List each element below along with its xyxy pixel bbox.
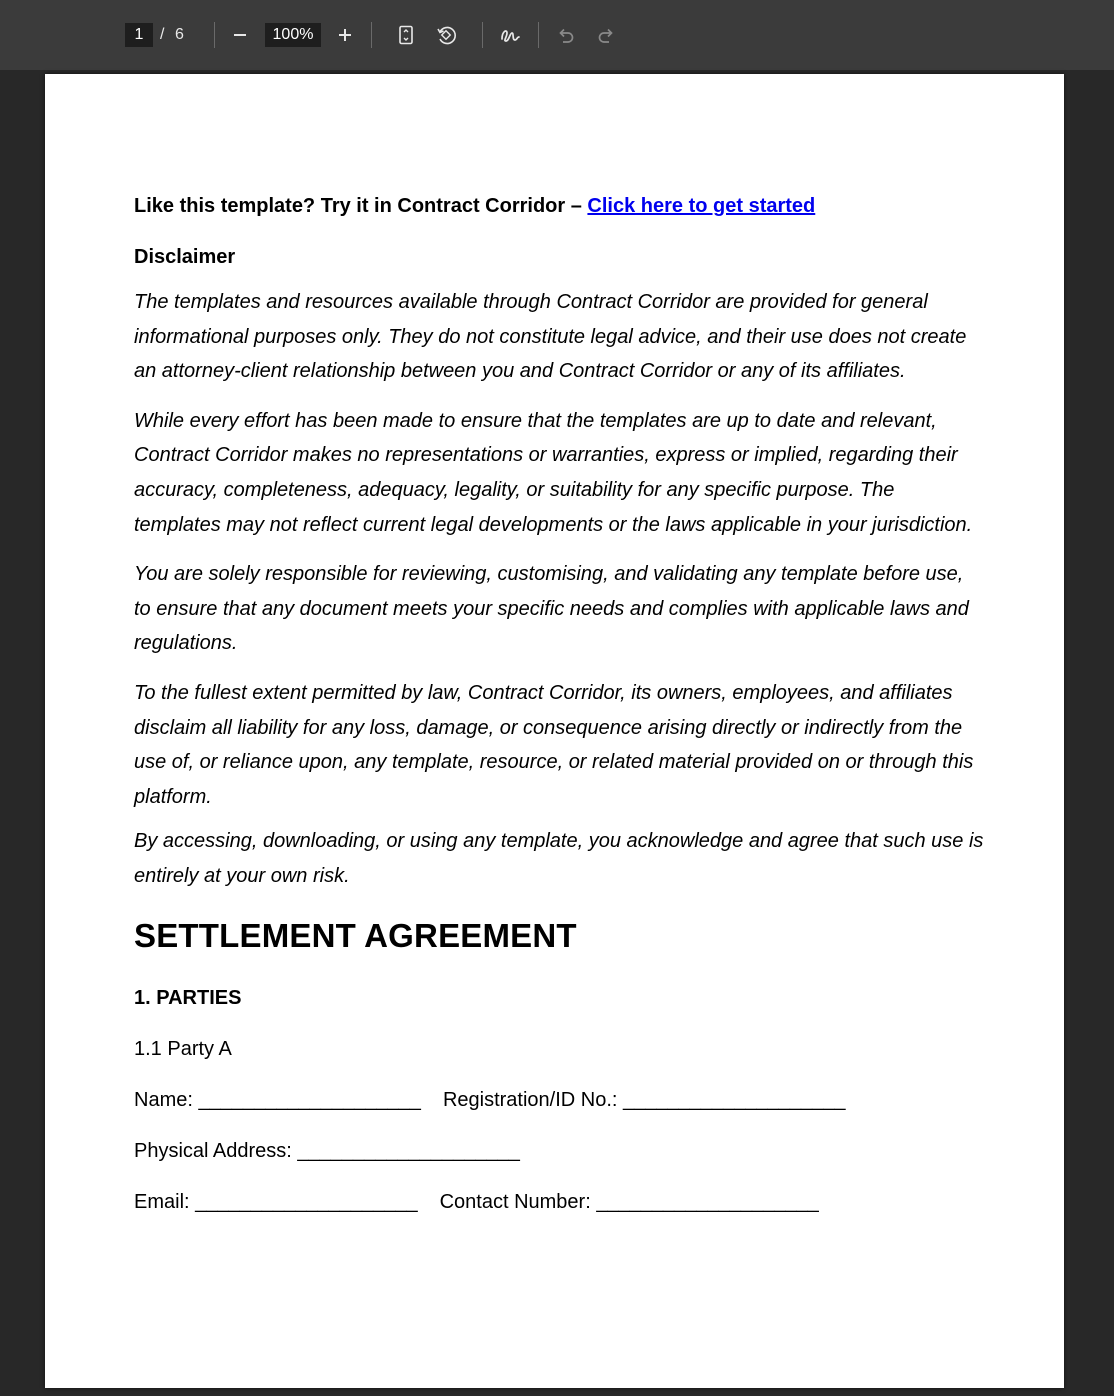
redo-icon — [596, 26, 616, 44]
disclaimer-paragraph: You are solely responsible for reviewing, customising, and validating any template before use, to ensure that any document meets your specific needs and complies with applicable laws and regulations. — [134, 563, 969, 655]
disclaimer-paragraph: The templates and resources available through Contract Corridor are provided for general informational purposes only. They do not constitute legal advice, and their use does not create an attorney-client relationship between you and Contract Corridor or any of its affiliates. — [134, 291, 967, 383]
section-heading-parties: 1. PARTIES — [134, 986, 242, 1009]
draw-icon — [499, 25, 521, 45]
disclaimer-paragraph: While every effort has been made to ensure that the templates are up to date and relevant, Contract Corridor makes no representations or warranties, express or implied, regarding their accuracy, completeness, adequacy, legality, or suitability for any specific purpose. The templates may not reflect current legal developments or the laws applicable in your jurisdiction. — [134, 409, 973, 536]
pdf-page — [45, 74, 1064, 1388]
disclaimer-paragraph: To the fullest extent permitted by law, Contract Corridor, its owners, employees, and affiliates disclaim all liability for any loss, damage, or consequence arising directly or indirectly from the use of, or reliance upon, any template, resource, or related material provided on or through this platform. — [134, 681, 974, 808]
field-row-name — [134, 1088, 984, 1112]
get-started-link[interactable]: Click here to get started — [587, 195, 816, 217]
address-field: Physical Address: ____________________ — [134, 1139, 520, 1162]
toolbar-divider — [214, 22, 215, 48]
undo-button[interactable] — [551, 20, 581, 50]
pdf-toolbar — [0, 0, 1114, 70]
page-number-input[interactable]: 1 — [125, 23, 153, 47]
toolbar-divider — [371, 22, 372, 48]
agreement-title: SETTLEMENT AGREEMENT — [134, 916, 577, 954]
registration-field: Registration/ID No.: ____________________ — [442, 1088, 846, 1111]
draw-button[interactable] — [495, 20, 525, 50]
field-row-address — [134, 1139, 984, 1163]
fit-page-icon — [397, 25, 415, 45]
zoom-level-input[interactable]: 100% — [265, 23, 321, 47]
subsection-party-a: 1.1 Party A — [134, 1037, 232, 1060]
page-separator: / — [160, 26, 165, 43]
undo-icon — [556, 26, 576, 44]
disclaimer-paragraph: By accessing, downloading, or using any template, you acknowledge and agree that such use is entirely at your own risk. — [134, 830, 984, 887]
zoom-out-icon — [232, 27, 248, 43]
zoom-in-icon — [337, 27, 353, 43]
promo-line — [134, 194, 984, 218]
redo-button[interactable] — [591, 20, 621, 50]
field-row-email — [134, 1190, 984, 1214]
rotate-icon — [435, 24, 457, 46]
rotate-button[interactable] — [431, 20, 461, 50]
email-field: Email: ____________________ — [134, 1190, 418, 1213]
page-total: 6 — [175, 26, 184, 43]
document-viewer[interactable] — [0, 70, 1114, 1396]
toolbar-divider — [538, 22, 539, 48]
promo-text: Like this template? Try it in Contract Corridor – — [134, 195, 588, 217]
contact-number-field: Contact Number: ____________________ — [439, 1190, 819, 1213]
zoom-in-button[interactable] — [330, 20, 360, 50]
fit-page-button[interactable] — [391, 20, 421, 50]
name-field: Name: ____________________ — [134, 1088, 421, 1111]
disclaimer-heading: Disclaimer — [134, 246, 236, 268]
page-content — [134, 194, 984, 1214]
toolbar-divider — [482, 22, 483, 48]
zoom-out-button[interactable] — [225, 20, 255, 50]
